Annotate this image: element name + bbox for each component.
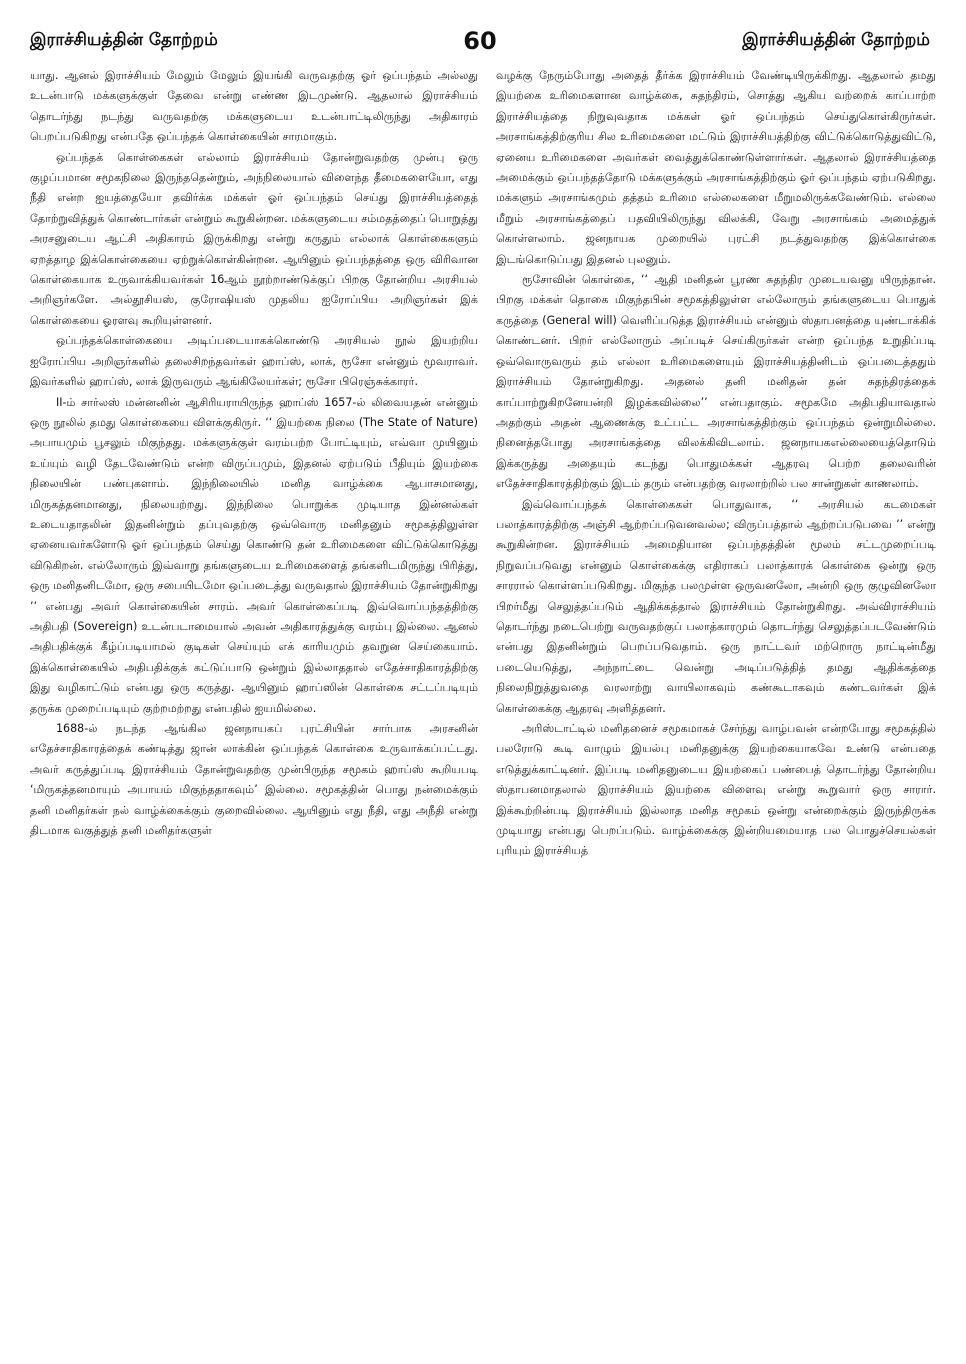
paragraph: ஒப்பந்தக் கொள்கைகள் எல்லாம் இராச்சியம் தோன்றுவதற்கு முன்பு ஒரு குழப்பமான சமூகநிலை இருந்ததென்றும், அந்நிலையால் விளைந்த தீமைகளையோ, எது நீதி என்ற ஐயத்தையோ தவிர்க்க மக்கள் ஓர் ஒப்பந்தம் செய்து இராச்சியத்தைத் தோற்றுவித்துக் கொண்டார்கள் என்றும் கூறுகின்றன. மக்களுடைய சம்மதத்தைப் பொறுத்து அரசனுடைய ஆட்சி அதிகாரம் இருக்கிறது என்று கருதும் எல்லாக் கொள்கைகளும் ஏறத்தாழ இக்கொள்கையை ஏற்றுக்கொள்கின்றன. ஆயினும் ஒப்பந்தத்தை ஒரு விரிவான கொள்கையாக உருவாக்கியவர்கள் 16ஆம் நூற்றாண்டுக்குப் பிறகு தோன்றிய அரசியல் அறிஞர்களே. அல்தூசியஸ், குரோஷியஸ் முதலிய ஐரோப்பிய அறிஞர்கள் இக் கொள்கையை ஓரளவு கூறியுள்ளனர். xyxy=(30,150,478,327)
paragraph: அரிஸ்டாட்டில் மனிதனைச் சமூகமாகச் சேர்ந்து வாழ்பவன் என்றபோது சமூகத்தில் பலரோடு கூடி வாழும் இயல்பு மனிதனுக்கு இயற்கையாகவே உண்டு என்பதை எடுத்துக்காட்டினர். இப்படி மனிதனுடைய இயற்கைப் பண்பைத் தொடர்ந்து தோன்றிய ஸ்தாபனமாதலால் இராச்சியம் இயற்கை விளைவு என்று கூறுவார் ஒரு சாரார். இக்கூற்றின்படி இராச்சியம் இல்லாத மனித சமூகம் ஒன்று என்றைக்கும் இருந்திருக்க முடியாது என்பது பெறப்படும். வாழ்க்கைக்கு இன்றியமையாத பல பொதுச்செயல்கள் புரியும் இராச்சியத் xyxy=(496,722,936,858)
paragraph: ஒப்பந்தக்கொள்கையை அடிப்படையாகக்கொண்டு அரசியல் நூல் இயற்றிய ஐரோப்பிய அறிஞர்களில் தலைசிறந்தவர்கள் ஹாப்ஸ், லாக், ரூசோ என்னும் மூவராவர். இவர்களில் ஹாப்ஸ், லாக் இருவரும் ஆங்கிலேயர்கள்; ரூசோ பிரெஞ்சுக்காரர். xyxy=(30,334,478,389)
page-number: 60 xyxy=(463,27,497,55)
right-column xyxy=(496,66,936,1352)
paragraph: II-ம் சார்லஸ் மன்னனின் ஆசிரியராயிருந்த ஹாப்ஸ் 1657-ல் லிவையதன் என்னும் ஒரு நூலில் தமது கொள்கையை விளக்குகிருர். ‘‘ இயற்கை நிலை (The State of Nature) அபாயமும் பூசலும் மிகுந்தது. மக்களுக்குள் வரம்பற்ற போட்டியும், எவ்வா முயினும் உய்யும் வழி தேடவேண்டும் என்ற விருப்பமும், இதனல் ஏற்படும் பீதியும் இயற்கை நிலையின் பண்புகளாம். இந்நிலையில் மனித வாழ்க்கை ஆபாசமானது, மிருகத்தனமானது, நிலையற்றது. இந்நிலை பொறுக்க முடியாத இன்னல்கள் உடையதாதலின் இதனின்றும் தப்புவதற்கு ஒவ்வொரு மனிதனும் சமூகத்திலுள்ள ஏனையவர்களோடு ஓர் ஒப்பந்தம் செய்து கொண்டு தன் உரிமைகளை விட்டுக்கொடுத்து விடுகிறன். எல்லோரும் இவ்வாறு தங்களுடைய உரிமைகளைத் தங்களிடமிருந்து பிரித்து, ஒரு மனிதனிடமோ, ஒரு சபையிடமோ ஒப்படைத்து வருவதால் இராச்சியம் தோன்றுகிறது ’’ என்பது அவர் கொள்கையின் சாரம். அவர் கொள்கைப்படி இவ்வொப்பந்தத்திற்கு அதிபதி (Sovereign) உடன்படாமையால் அவன் அதிகாரத்துக்கு வரம்பு இல்லை. ஆனல் அதிபதிக்குக் கீழ்ப்படியாமல் குடிகள் செய்யும் எக் காரியமும் தவறுன செய்கையாம். இக்கொள்கையில் அதிபதிக்குக் கட்டுப்பாடு ஒன்றும் இல்லாததால் எதேச்சாதிகாரத்திற்கு இது வழிகாட்டும் என்பது ஒரு கருத்து. ஆயினும் ஹாப்ஸின் கொள்கை சட்டப்படியும் தருக்க முறைப்படியும் குற்றமற்றது என்பதில் ஐயமில்லை. xyxy=(30,395,478,715)
left-column xyxy=(30,66,478,1352)
paragraph: 1688-ல் நடந்த ஆங்கில ஜனநாயகப் புரட்சியின் சார்பாக அரசனின் எதேச்சாதிகாரத்தைக் கண்டித்து ஜான் லாக்கின் ஒப்பந்தக் கொள்கை உருவாக்கப்பட்டது. அவர் கருத்துப்படி இராச்சியம் தோன்றுவதற்கு முன்பிருந்த சமூகம் ஹாப்ஸ் கூறியபடி ‘மிருகத்தனமாயும் அபாயம் மிகுந்ததாகவும்’ இல்லை. சமூகத்தின் பொது நன்மைக்கும் தனி மனிதர்கள் நல் வாழ்க்கைக்கும் குறைவில்லை. ஆயினும் எது நீதி, எது அநீதி என்று திடமாக வகுத்துத் தனி மனிதர்களுள் xyxy=(30,722,478,838)
paragraph: ரூசோவின் கொள்கை, ‘‘ ஆதி மனிதன் பூரண சுதந்திர முடையவனு யிருந்தான். பிறகு மக்கள் தொகை மிகுந்தபின் சமூகத்திலுள்ள எல்லோரும் தங்களுடைய பொதுக் கருத்தை (General will) வெளிப்படுத்த இராச்சியம் என்னும் ஸ்தாபனத்தை யுண்டாக்கிக் கொண்டனர். பிறர் எல்லோரும் அப்படிச் செய்கிருர்கள் என்ற ஒப்பந்த உறுதிப்படி ஒவ்வொருவரும் தம் எல்லா உரிமைகளையும் இராச்சியத்தினிடம் ஒப்படைத்ததும் இராச்சியம் தோன்றுகிறது. அதனல் தனி மனிதன் தன் சுதந்திரத்தைக் காப்பாற்றுகிறனேயன்றி இழக்கவில்லை’’ என்பதாகும். சமூகமே அதிபதியாவதால் அதற்கும் அதன் ஆணைக்கு உட்பட்ட அரசாங்கத்திற்கும் ஒப்பந்தம் ஒன்றுமில்லை. நினைத்தபோது அரசாங்கத்தை விலக்கிவிடலாம். ஜனநாயகஎல்லையைத்தொடும் இக்கருத்து அதையும் கடந்து பொதுமக்கள் ஆதரவு பெற்ற தலைவரின் எதேச்சாதிகாரத்திற்கும் இடம் தரும் என்பதற்கு வரலாற்றில் பல சான்றுகள் காணலாம். xyxy=(496,273,936,491)
paragraph: வழக்கு நேரும்போது அதைத் தீர்க்க இராச்சியம் வேண்டியிருக்கிறது. ஆதலால் தமது இயற்கை உரிமைகளான வாழ்க்கை, சுதந்திரம், சொத்து ஆகிய வற்றைக் காப்பாற்ற இராச்சியத்தை நிறுவுவதாக மக்கள் ஓர் ஒப்பந்தம் செய்துகொள்கிருர்கள். அரசாங்கத்திற்குரிய சில உரிமைகளை மட்டும் இராச்சியத்திற்கு விட்டுக்கொடுத்துவிட்டு, ஏனைய உரிமைகளை அவர்கள் வைத்துக்கொண்டுள்ளார்கள். ஆதலால் இராச்சியத்தை அமைக்கும் ஒப்பந்தத்தோடு மக்களுக்கும் அரசாங்கத்திற்கும் ஓர் ஒப்பந்தம் ஏற்படுகிறது. மக்களும் அரசாங்கமும் தத்தம் உரிமை எல்லைகளை மீறுமலிருக்கவேண்டும். எல்லை மீறும் அரசாங்கத்தைப் பதவியிலிருந்து விலக்கி, வேறு அரசாங்கம் அமைத்துக் கொள்ளலாம். ஜனநாயக முறையில் புரட்சி நடத்துவதற்கு இக்கொள்கை இடங்கொடுப்பது இதனல் புலனும். xyxy=(496,69,936,266)
running-title-right: இராச்சியத்தின் தோற்றம் xyxy=(742,30,930,50)
paragraph: யாது. ஆனல் இராச்சியம் மேலும் மேலும் இயங்கி வருவதற்கு ஓர் ஒப்பந்தம் அல்லது உடன்பாடு மக்களுக்குள் தேவை என்று எண்ண இடமுண்டு. ஆதலால் இராச்சியம் தொடர்ந்து நடந்து வருவதற்கு மக்களுடைய உடன்பாட்டிலிருந்து அதிகாரம் பெறப்படுகிறது என்பதே ஒப்பந்தக் கொள்கையின் சாரமாகும். xyxy=(30,69,478,144)
running-title-left: இராச்சியத்தின் தோற்றம் xyxy=(30,30,218,50)
paragraph: இவ்வொப்பந்தக் கொள்கைகள் பொதுவாக, ‘‘ அரசியல் கடமைகள் பலாத்காரத்திற்கு அஞ்சி ஆற்றப்படுவனவல்ல; விருப்பத்தால் ஆற்றப்படுபவை ’’ என்று கூறுகின்றன. இராச்சியம் அமைதியான ஒப்பந்தத்தின் மூலம் சட்டமுறைப்படி நிறுவப்படுவது என்னும் கொள்கைக்கு எதிராகப் பலாத்காரக் கொள்கை ஒன்று ஒரு சாரரால் கொள்ளப்படுகிறது. மிகுந்த பலமுள்ள ஒருவனலோ, அன்றி ஒரு குழுவினலோ பிறர்மீது செலுத்தப்படும் ஆதிக்கத்தால் இராச்சியம் தோன்றுகிறது. அவ்விராச்சியம் தொடர்ந்து நடைபெற்று வருவதற்குப் பலாத்காரமும் தொடர்ந்து செலுத்தப்படவேண்டும் என்பது இதனின்றும் பெறப்படுவதாம். ஒரு நாட்டவர் மற்றொரு நாட்டின்மீது படையெடுத்து, அந்நாட்டை வென்று அடிப்படுத்தித் தமது ஆதிக்கத்தை நிலைநிறுத்துவதை வரலாற்று வாயிலாகவும் கண்கூடாகவும் கண்டவர்கள் இக் கொள்கைக்கு ஆதரவு அளித்தனர். xyxy=(496,497,936,715)
page-header xyxy=(30,26,930,56)
